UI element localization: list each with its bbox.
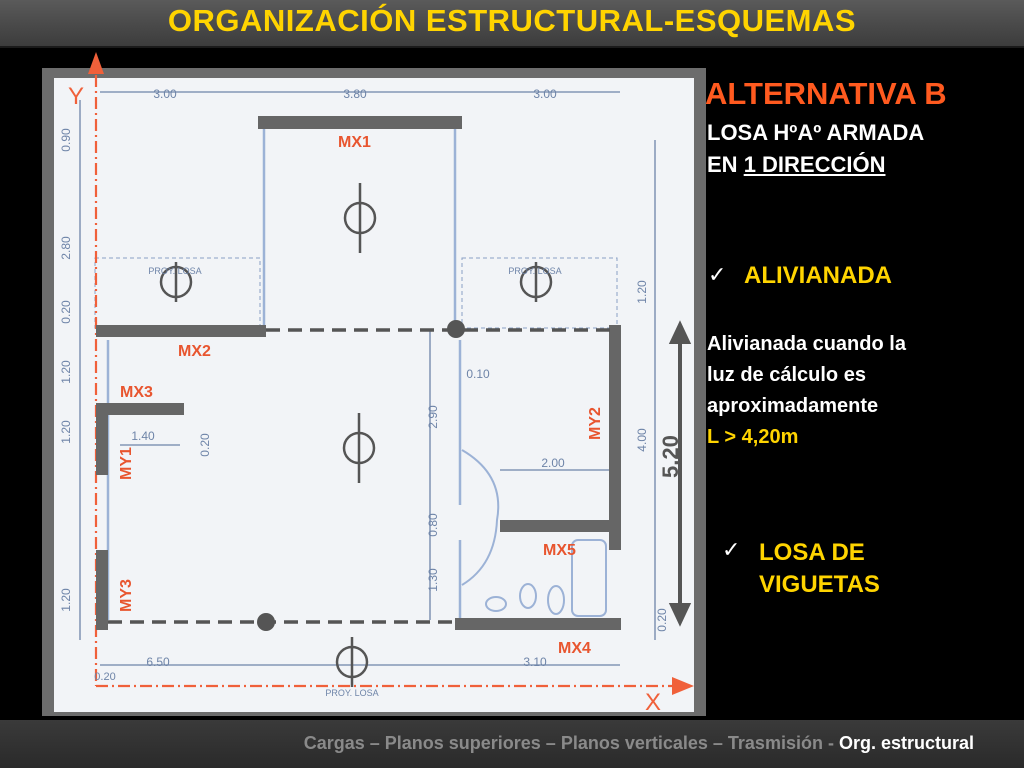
wall-mx3: [96, 403, 184, 415]
dim-top-1: 3.00: [153, 87, 177, 101]
slide-title: ORGANIZACIÓN ESTRUCTURAL-ESQUEMAS: [167, 3, 857, 38]
losa-line-2: [707, 152, 885, 178]
wall-my3: [96, 550, 108, 630]
beam-node-bottom: [257, 613, 275, 631]
footer-current: Org. estructural: [838, 733, 974, 753]
proy-losa-3: PROY. LOSA: [325, 688, 379, 698]
para-line-2: luz de cálculo es: [707, 364, 866, 386]
dim-left-2: 2.80: [59, 236, 73, 260]
proy-losa-1: PROY. LOSA: [148, 266, 202, 276]
footer-trail: Cargas – Planos superiores – Planos verticales – Trasmisión -: [303, 733, 839, 753]
losa-line-2-prefix: EN: [707, 152, 744, 177]
dim-right-2: 4.00: [635, 428, 649, 452]
beam-node-top: [447, 320, 465, 338]
dim-bottom-1: 6.50: [146, 655, 170, 669]
dim-inner-4: 0.80: [426, 513, 440, 537]
proy-losa-2: PROY. LOSA: [508, 266, 562, 276]
dim-left-1: 0.90: [59, 128, 73, 152]
footer-breadcrumb: [304, 733, 974, 754]
dim-inner-7: 0.20: [198, 433, 212, 457]
dim-left-3: 0.20: [59, 300, 73, 324]
axis-y-label: Y: [68, 83, 85, 110]
dim-inner-2: 2.90: [426, 405, 440, 429]
dim-top-3: 3.00: [533, 87, 557, 101]
dim-origin: 0.20: [94, 671, 116, 683]
para-line-4: L > 4,20m: [707, 426, 799, 448]
dim-inner-5: 1.30: [426, 568, 440, 592]
losa-line-1: LOSA HºAº ARMADA: [707, 120, 925, 145]
dim-right-1: 1.20: [635, 280, 649, 304]
dim-left-6: 1.20: [59, 588, 73, 612]
footer-bar: [0, 720, 1024, 768]
label-mx3: MX3: [120, 384, 153, 401]
alivianada-description: [707, 329, 1017, 453]
wall-mx4: [455, 618, 621, 630]
wall-mx5: [500, 520, 620, 532]
dim-top-2: 3.80: [343, 87, 367, 101]
alternative-title: ALTERNATIVA B: [705, 76, 947, 111]
dim-left-4: 1.20: [59, 360, 73, 384]
label-mx1: MX1: [338, 134, 371, 151]
check-item-alivianada: ALIVIANADA: [744, 262, 892, 289]
dim-bottom-2: 3.10: [523, 655, 547, 669]
label-mx2: MX2: [178, 343, 211, 360]
checkmark-icon: ✓: [708, 262, 727, 287]
axis-y-arrow: [88, 52, 104, 74]
dim-inner-1: 0.10: [466, 367, 490, 381]
axis-x-label: X: [645, 689, 662, 716]
wall-my1: [96, 405, 108, 475]
label-mx5: MX5: [543, 542, 576, 559]
wall-mx2: [96, 325, 266, 337]
dim-right-3: 0.20: [655, 608, 669, 632]
label-my2: MY2: [587, 407, 604, 440]
dim-left-5: 1.20: [59, 420, 73, 444]
para-line-1: Alivianada cuando la: [707, 333, 906, 355]
losa-line-2-underlined: 1 DIRECCIÓN: [743, 152, 886, 177]
check-item-viguetas: LOSA DE VIGUETAS: [759, 539, 880, 598]
dim-inner-3: 2.00: [541, 456, 565, 470]
wall-mx1: [258, 116, 462, 129]
para-line-3: aproximadamente: [707, 395, 879, 417]
label-my3: MY3: [118, 579, 135, 612]
label-my1: MY1: [118, 447, 135, 480]
checkmark-icon: ✓: [722, 537, 741, 562]
wall-my2: [609, 325, 621, 550]
dim-inner-6: 1.40: [131, 429, 155, 443]
label-mx4: MX4: [558, 640, 591, 657]
span-label: 5,20: [658, 435, 683, 478]
